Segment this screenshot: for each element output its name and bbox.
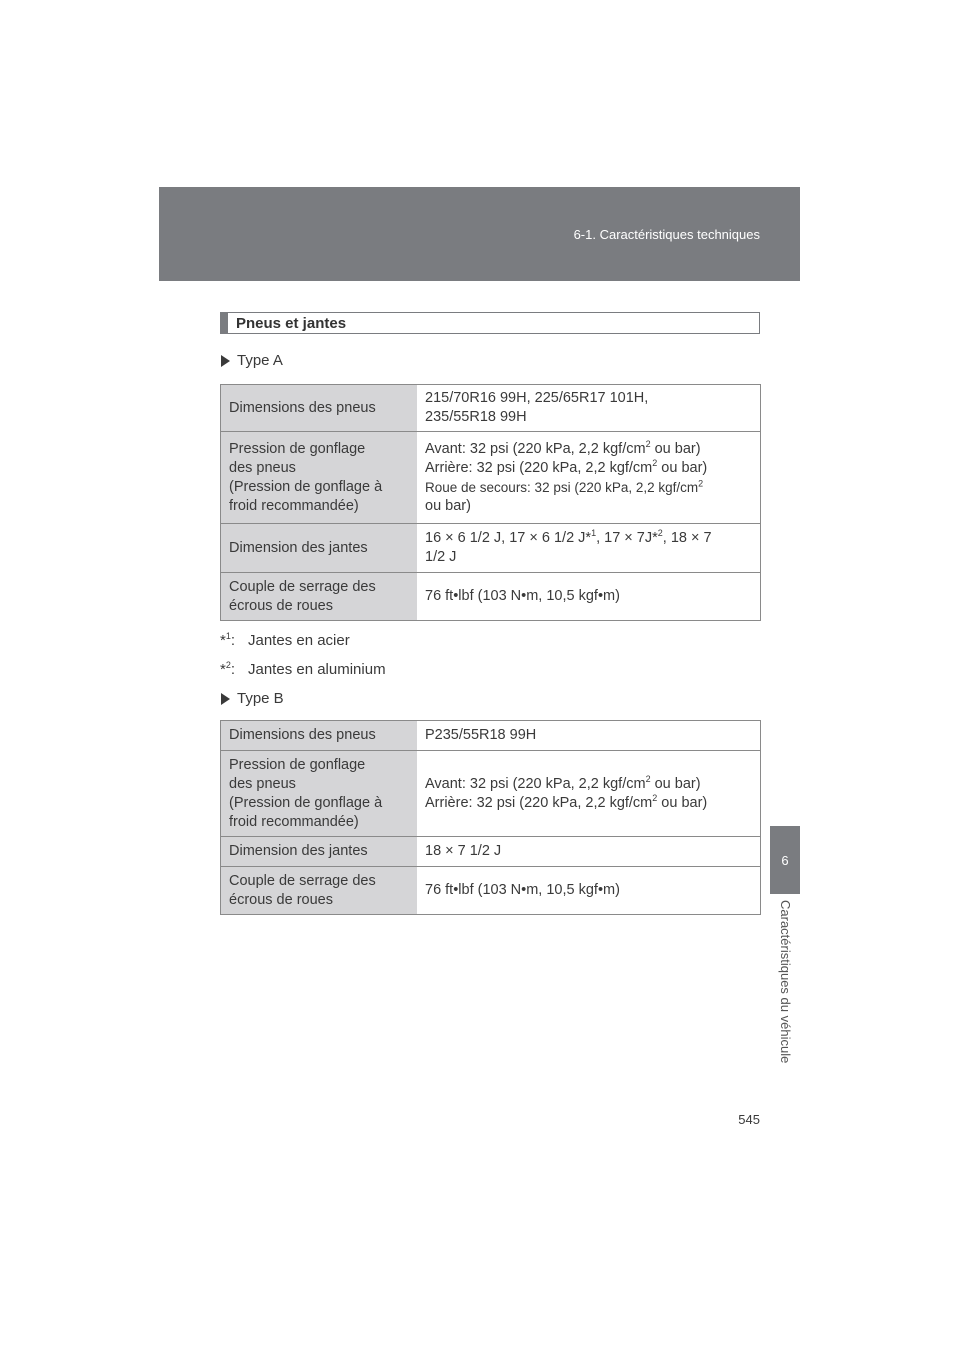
- table-row: [221, 432, 761, 524]
- table-row: [221, 721, 761, 751]
- table-row: [221, 385, 761, 432]
- row-label: Couple de serrage des écrous de roues: [221, 573, 418, 621]
- table-row: [221, 837, 761, 867]
- row-value: Avant: 32 psi (220 kPa, 2,2 kgf/$cm^2$ ou bar) Arrière: 32 psi (220 kPa, 2,2 kgf/$cm^2$ ou bar) Roue de secours: 32 psi (220 kPa, 2,2 kgf/$cm^2$ ou bar): [417, 432, 761, 524]
- triangle-bullet-icon: [221, 693, 230, 705]
- row-label: Dimension des jantes: [221, 837, 418, 867]
- heading-title: Pneus et jantes: [236, 314, 347, 332]
- chapter-number: 6: [781, 852, 789, 868]
- page-header-band: [159, 187, 800, 281]
- type-a-table: [220, 384, 761, 621]
- row-value: 16 × 6 1/2 J, 17 × 6 1/2 J*$^1$, 17 × 7J*$^2$, 18 × 7 1/2 J: [417, 524, 761, 573]
- footnote: *$^2$: Jantes en aluminium: [220, 660, 386, 678]
- table-row: [221, 524, 761, 573]
- type-b-label: Type B: [221, 690, 284, 707]
- row-label: Dimension des jantes: [221, 524, 418, 573]
- section-heading: [220, 312, 760, 334]
- type-a-label: Type A: [221, 352, 283, 369]
- row-label: Dimensions des pneus: [221, 385, 418, 432]
- table-row: [221, 867, 761, 915]
- section-title: 6-1. Caractéristiques techniques: [573, 227, 760, 242]
- row-label: Pression de gonflage des pneus (Pression de gonflage à froid recommandée): [221, 751, 418, 837]
- row-value: 215/70R16 99H, 225/65R17 101H, 235/55R18 99H: [417, 385, 761, 432]
- table-row: [221, 573, 761, 621]
- row-value: 76 ft•lbf (103 N•m, 10,5 kgf•m): [417, 573, 761, 621]
- chapter-tab: [770, 826, 800, 894]
- triangle-bullet-icon: [221, 355, 230, 367]
- page-number: 545: [738, 1112, 760, 1127]
- row-value: 76 ft•lbf (103 N•m, 10,5 kgf•m): [417, 867, 761, 915]
- row-value: Avant: 32 psi (220 kPa, 2,2 kgf/$cm^2$ ou bar) Arrière: 32 psi (220 kPa, 2,2 kgf/$cm^2$ ou bar): [417, 751, 761, 837]
- row-label: Pression de gonflage des pneus (Pression de gonflage à froid recommandée): [221, 432, 418, 524]
- type-b-table: [220, 720, 761, 915]
- row-label: Dimensions des pneus: [221, 721, 418, 751]
- footnote: *$^1$: Jantes en acier: [220, 631, 350, 649]
- table-row: [221, 751, 761, 837]
- row-value: P235/55R18 99H: [417, 721, 761, 751]
- row-value: 18 × 7 1/2 J: [417, 837, 761, 867]
- heading-bar: [221, 313, 228, 333]
- row-label: Couple de serrage des écrous de roues: [221, 867, 418, 915]
